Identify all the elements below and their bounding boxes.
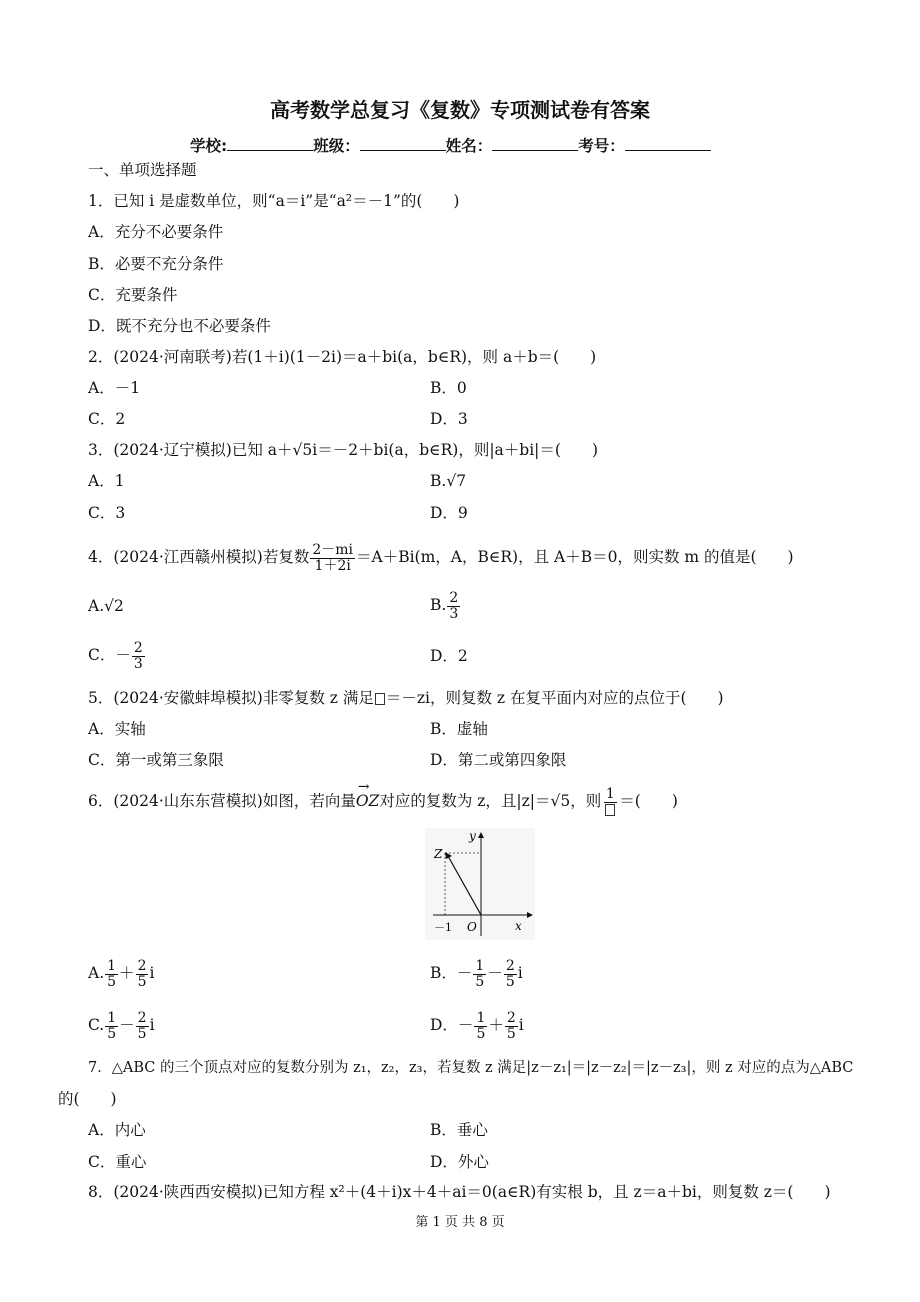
q2-stem: 2．(2024·河南联考)若(1＋i)(1－2i)＝a＋bi(a，b∈R)，则 a＋b＝( ) [88, 348, 597, 366]
q5-stem-a: 5．(2024·安徽蚌埠模拟)非零复数 z 满足 [88, 689, 374, 707]
frac-num: 1 [605, 785, 615, 802]
q2-option-d: D．3 [430, 410, 468, 428]
frac-den: 5 [506, 1025, 516, 1042]
frac-num: 2 [506, 1009, 516, 1026]
q8-stem: 8．(2024·陕西西安模拟)已知方程 x²＋(4＋i)x＋4＋ai＝0(a∈R)有实根 b，且 z＝a＋bi，则复数 z＝( ) [88, 1183, 831, 1201]
figure-origin: O [467, 920, 477, 934]
frac [474, 1011, 487, 1042]
q1-option-b: B．必要不充分条件 [88, 255, 224, 273]
frac [105, 1011, 118, 1042]
q4-fraction [310, 543, 355, 574]
frac-den: 5 [475, 973, 485, 990]
q7-option-c: C．重心 [88, 1153, 147, 1171]
class-label: 班级： [313, 137, 360, 155]
imaginary-unit: i [518, 1016, 524, 1034]
q3-option-b: B.√7 [430, 472, 467, 490]
option-label: C. [88, 1016, 105, 1034]
frac-den: 3 [133, 655, 143, 672]
q5-stem [88, 688, 724, 708]
q4-stem [88, 540, 794, 574]
frac-den: 5 [107, 973, 117, 990]
frac-num: 2 [449, 589, 459, 606]
q3-option-d: D．9 [430, 504, 468, 522]
conjugate-z-glyph [375, 693, 385, 705]
option-label: A. [88, 964, 105, 982]
q3-stem: 3．(2024·辽宁模拟)已知 a＋√5i＝－2＋bi(a，b∈R)，则|a＋bi|＝( ) [88, 441, 598, 459]
q5-option-a: A．实轴 [88, 720, 146, 738]
q5-stem-b: ＝－zi，则复数 z 在复平面内对应的点位于( ) [385, 689, 724, 707]
imaginary-unit: i [149, 964, 155, 982]
q4-frac-num: 2－mi [312, 541, 354, 558]
q4-option-b-label: B. [430, 596, 447, 614]
frac-den: 5 [107, 1025, 117, 1042]
figure-tick-minus-one: －1 [434, 921, 452, 934]
imaginary-unit: i [149, 1016, 155, 1034]
q2-option-a: A．－1 [88, 379, 141, 397]
operator: ＋ [488, 1016, 504, 1034]
q7-option-a: A．内心 [88, 1121, 146, 1139]
q1-option-c: C．充要条件 [88, 286, 178, 304]
q4-option-a: A.√2 [88, 597, 124, 615]
vector-arrow-icon: → [357, 779, 370, 795]
frac-den: 5 [137, 973, 147, 990]
conjugate-z-glyph [605, 804, 615, 816]
operator: ＋ [119, 964, 135, 982]
q2-option-c: C．2 [88, 410, 126, 428]
frac [504, 959, 517, 990]
q4-option-b-frac [447, 591, 460, 622]
q4-option-c [88, 638, 146, 672]
frac-num: 1 [475, 957, 485, 974]
q1-option-a: A．充分不必要条件 [88, 223, 224, 241]
q5-option-b: B．虚轴 [430, 720, 488, 738]
school-blank[interactable] [227, 136, 313, 151]
q5-option-d: D．第二或第四象限 [430, 751, 567, 769]
q1-option-d: D．既不充分也不必要条件 [88, 317, 271, 335]
imaginary-unit: i [517, 964, 523, 982]
name-blank[interactable] [492, 136, 578, 151]
frac-num: 2 [137, 1009, 147, 1026]
q1-stem: 1．已知 i 是虚数单位，则“a＝i”是“a²＝－1”的( ) [88, 192, 460, 210]
student-info-line [190, 134, 711, 156]
frac [136, 1011, 149, 1042]
frac-num: 1 [107, 1009, 117, 1026]
frac [505, 1011, 518, 1042]
q4-option-d: D．2 [430, 647, 468, 665]
q4-prefix: 4．(2024·江西赣州模拟)若复数 [88, 548, 310, 566]
q6-option-d [430, 1008, 524, 1042]
figure-point-z: Z [434, 847, 443, 861]
option-label: D．－ [430, 1016, 474, 1034]
q6-vector-oz [355, 779, 380, 816]
q2-option-b: B．0 [430, 379, 467, 397]
frac-den: 3 [449, 605, 459, 622]
frac-den [602, 803, 618, 818]
page-title: 高考数学总复习《复数》专项测试卷有答案 [270, 98, 650, 122]
q6-stem-a: 6．(2024·山东东营模拟)如图，若向量 [88, 792, 356, 810]
q7-option-b: B．垂心 [430, 1121, 488, 1139]
name-label: 姓名： [445, 137, 493, 155]
frac [105, 959, 118, 990]
frac-num: 2 [137, 957, 147, 974]
q7-stem: 7．△ABC 的三个顶点对应的复数分别为 z₁，z₂，z₃，若复数 z 满足|z－z₁|＝|z－z₂|＝|z－z₃|，则 z 对应的点为△ABC [88, 1060, 854, 1076]
q7-stem-cont: 的( ) [58, 1090, 117, 1108]
q6-stem-c: ＝( ) [619, 792, 678, 810]
q6-stem [88, 779, 678, 818]
section-heading: 一、单项选择题 [88, 161, 197, 179]
number-label: 考号： [578, 137, 625, 155]
q3-option-a: A．1 [88, 472, 125, 490]
option-label: B．－ [430, 964, 473, 982]
frac-den: 5 [137, 1025, 147, 1042]
figure-x-label: x [515, 919, 522, 933]
q4-suffix: ＝A＋Bi(m，A，B∈R)，且 A＋B＝0，则实数 m 的值是( ) [356, 548, 794, 566]
frac-num: 2 [505, 957, 515, 974]
operator: － [119, 1016, 135, 1034]
class-blank[interactable] [360, 136, 446, 151]
q6-option-c [88, 1008, 155, 1042]
page-footer: 第 1 页 共 8 页 [415, 1215, 505, 1230]
q7-option-d: D．外心 [430, 1153, 489, 1171]
q6-reciprocal-frac [602, 787, 618, 818]
q4-option-b [430, 588, 461, 622]
q4-option-c-frac [132, 641, 145, 672]
frac [473, 959, 486, 990]
number-blank[interactable] [625, 136, 711, 151]
q3-option-c: C．3 [88, 504, 126, 522]
q6-option-b [430, 956, 523, 990]
frac-num: 2 [133, 639, 143, 656]
q6-figure [425, 828, 535, 940]
frac-den: 5 [476, 1025, 486, 1042]
school-label: 学校: [190, 137, 228, 155]
figure-y-label: y [469, 829, 476, 843]
q5-option-c: C．第一或第三象限 [88, 751, 224, 769]
q6-stem-b: 对应的复数为 z，且|z|＝√5，则 [379, 792, 602, 810]
frac-num: 1 [107, 957, 117, 974]
q4-frac-den: 1＋2i [314, 557, 351, 574]
frac [136, 959, 149, 990]
frac-den: 5 [505, 973, 515, 990]
q6-option-a [88, 956, 154, 990]
operator: － [487, 964, 503, 982]
vector-label: OZ [355, 792, 380, 810]
frac-num: 1 [476, 1009, 486, 1026]
q4-option-c-label: C．－ [88, 646, 131, 664]
